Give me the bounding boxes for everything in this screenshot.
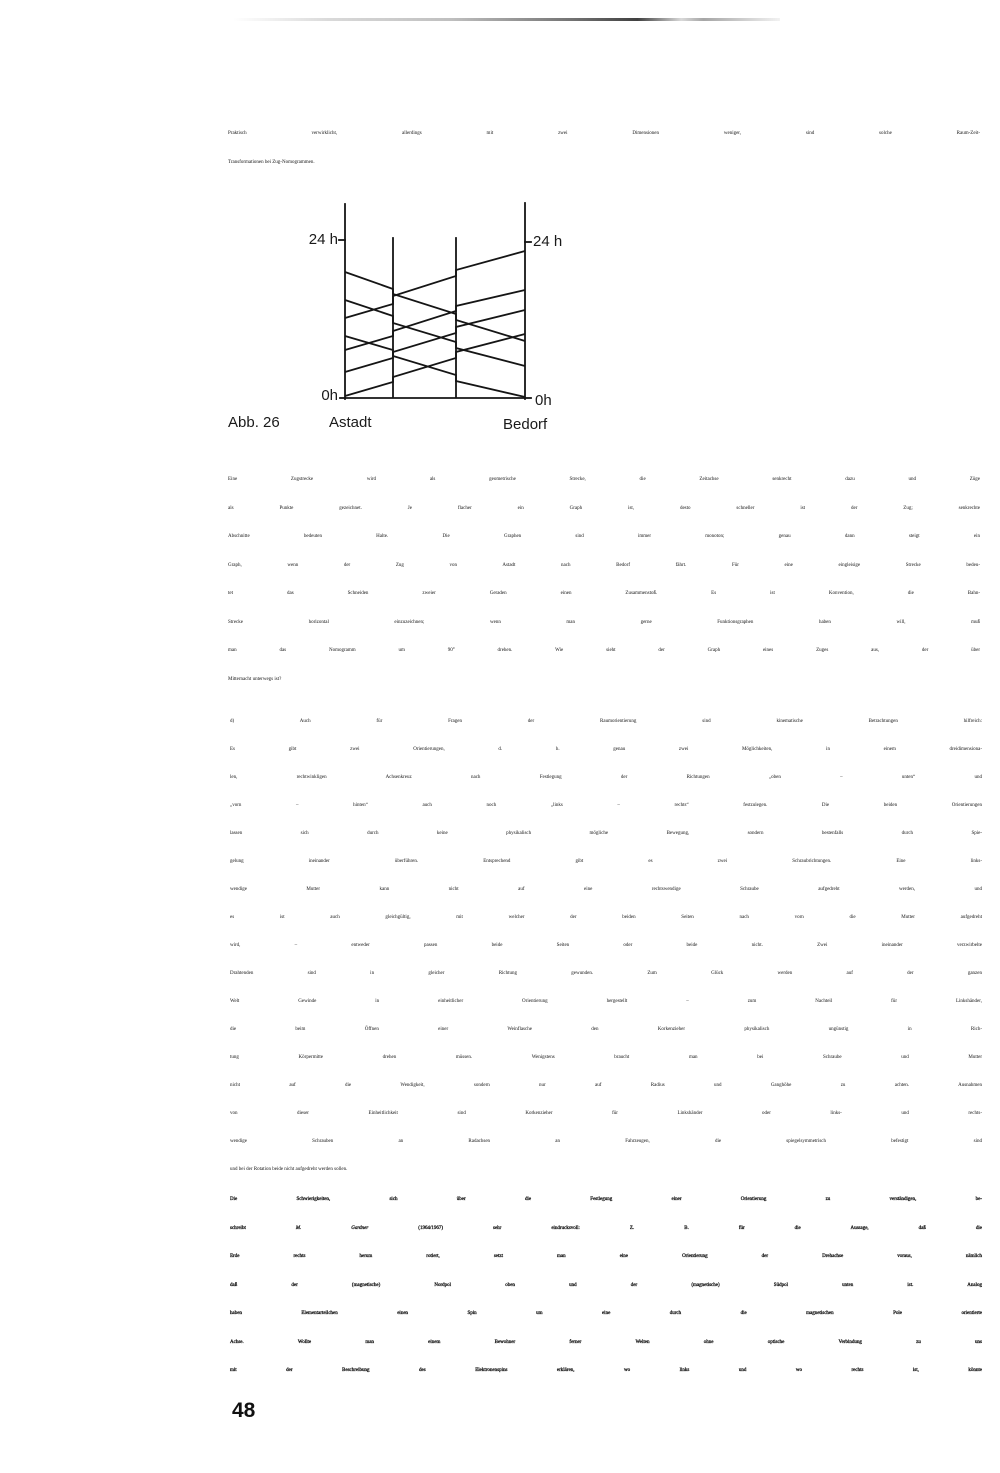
text-line: len, rechtwinkligen Achsenkreuz nach Festlegung der Richtungen „oben – unten“ und — [230, 775, 982, 780]
paragraph-orientation — [230, 708, 982, 1184]
text-line: Welt Gewinde in einheitlicher Orientierung hergestellt – zum Nachteil für Linkshänder, — [230, 999, 982, 1004]
text-line: d) Auch für Fragen der Raumorientierung sind kinematische Betrachtungen hilfreich: — [230, 719, 982, 724]
text-line: Eine Zugstrecke wird als geometrische Strecke, die Zeitachse senkrecht dazu und Züge — [228, 477, 980, 482]
text-line: gelung ineinander überführen. Entsprechend gibt es zwei Schraubrichtungen. Eine links- — [230, 859, 982, 864]
scan-artifact-line — [232, 18, 780, 21]
text-line: Drahtenden sind in gleicher Richtung gewunden. Zum Glück werden auf der ganzen — [230, 971, 982, 976]
station-label-astadt: Astadt — [329, 414, 372, 431]
text-line: Abschnitte bedeuten Halte. Die Graphen sind immer monoton; genau dann steigt ein — [228, 534, 980, 539]
paragraph-nomogram — [228, 466, 980, 694]
text-line: daß der (magnetische) Nordpol oben und der (magnetische) Südpol unten ist. Analog — [230, 1282, 982, 1288]
text-line: wendige Schrauben an Radachsen an Fahrzeugen, die spiegelsymmetrisch befestigt sind — [230, 1139, 982, 1144]
text-line: tet das Schneiden zweier Geraden einen Zusammenstoß. Es ist Konvention, die Bahn- — [228, 591, 980, 596]
paragraph-gardner — [230, 1186, 982, 1386]
text-line: haben Elementarteilchen einen Spin um eine durch die magnetischen Pole orientierte — [230, 1311, 982, 1316]
text-line: Praktisch verwirklicht, allerdings mit zwei Dimensionen weniger, sind solche Raum-Zeit- — [228, 131, 980, 136]
figure-caption: Abb. 26 — [228, 414, 280, 431]
text-line: wird, – entweder passen beide Seiten oder beide nicht. Zwei ineinander verzwirbelte — [230, 943, 982, 948]
text-line: die beim Öffnen einer Weinflasche den Korkenzieher physikalisch ungünstig in Rich- — [230, 1027, 982, 1032]
time-label-24h-right: 24 h — [533, 233, 563, 250]
text-line: von dieser Einheitlichkeit sind Korkenzieher für Linkshänder oder links- und rechts- — [230, 1111, 982, 1116]
page-number: 48 — [232, 1399, 256, 1422]
text-line: tung Körpermitte drehen müssen. Wenigstens braucht man bei Schraube und Mutter — [230, 1055, 982, 1060]
text-line: mit der Beschreibung des Elektronenspins erklären, wo links und wo rechts ist, könnte — [230, 1368, 982, 1373]
text-segment: schreibt — [230, 1225, 296, 1231]
train-nomogram-figure — [290, 195, 590, 410]
text-segment: (1964/1967) sehr eindrucksvoll: Z. B. für die Aussage, daß die — [368, 1225, 982, 1231]
italic-text: M. Gardner — [295, 1225, 369, 1231]
time-label-24h-left: 24 h — [308, 231, 338, 248]
text-line: als Punkte gezeichnet. Je flacher ein Graph ist, desto schneller ist der Zug; senkrechte — [228, 505, 980, 511]
text-line: nicht auf die Wendigkeit, sondern nur auf Radius und Ganghöhe zu achten. Ausnahmen — [230, 1083, 982, 1088]
time-label-0h-left: 0h — [321, 387, 338, 404]
paragraph-intro — [228, 119, 980, 177]
text-line: man das Nomogramm um 90° drehen. Wie sieht der Graph eines Zuges aus, der über — [228, 648, 980, 653]
text-line: Transformationen bei Zug-Nomogrammen. — [228, 160, 315, 165]
text-line: lassen sich durch keine physikalisch mögliche Bewegung, sondern bestenfalls durch Spie- — [230, 831, 982, 836]
text-line: es ist auch gleichgültig, mit welcher der beiden Seiten nach vorn die Mutter aufgedreht — [230, 915, 982, 920]
text-line: Achse. Wollte man einem Bewohner ferner Welten ohne optische Verbindung zu uns — [230, 1339, 982, 1345]
text-line: Es gibt zwei Orientierungen, d. h. genau zwei Möglichkeiten, in einem dreidimensiona- — [230, 747, 982, 752]
text-line: Erde rechts herum rotiert, setzt man eine Orientierung der Drehachse voraus, nämlich — [230, 1254, 982, 1259]
text-line: Mitternacht unterwegs ist? — [228, 676, 282, 682]
text-line: Strecke horizontal einzuzeichnen; wenn man gerne Funktionsgraphen haben will, muß — [228, 619, 980, 625]
time-label-0h-right: 0h — [535, 392, 552, 409]
text-line: und bei der Rotation beide nicht aufgedreht werden sollen. — [230, 1167, 348, 1172]
text-line: wendige Mutter kann nicht auf eine rechtswendige Schraube aufgedreht werden, und — [230, 887, 982, 892]
text-line — [230, 1215, 982, 1244]
station-label-bedorf: Bedorf — [503, 416, 548, 433]
text-line: „vorn – hinten“ auch noch „links – rechts“ festzulegen. Die beiden Orientierungen — [230, 803, 982, 808]
text-line: Die Schwierigkeiten, sich über die Festlegung einer Orientierung zu verständigen, be- — [230, 1197, 982, 1202]
text-line: Graph, wenn der Zug von Astadt nach Bedorf fährt. Für eine eingleisige Strecke bedeu- — [228, 562, 980, 568]
